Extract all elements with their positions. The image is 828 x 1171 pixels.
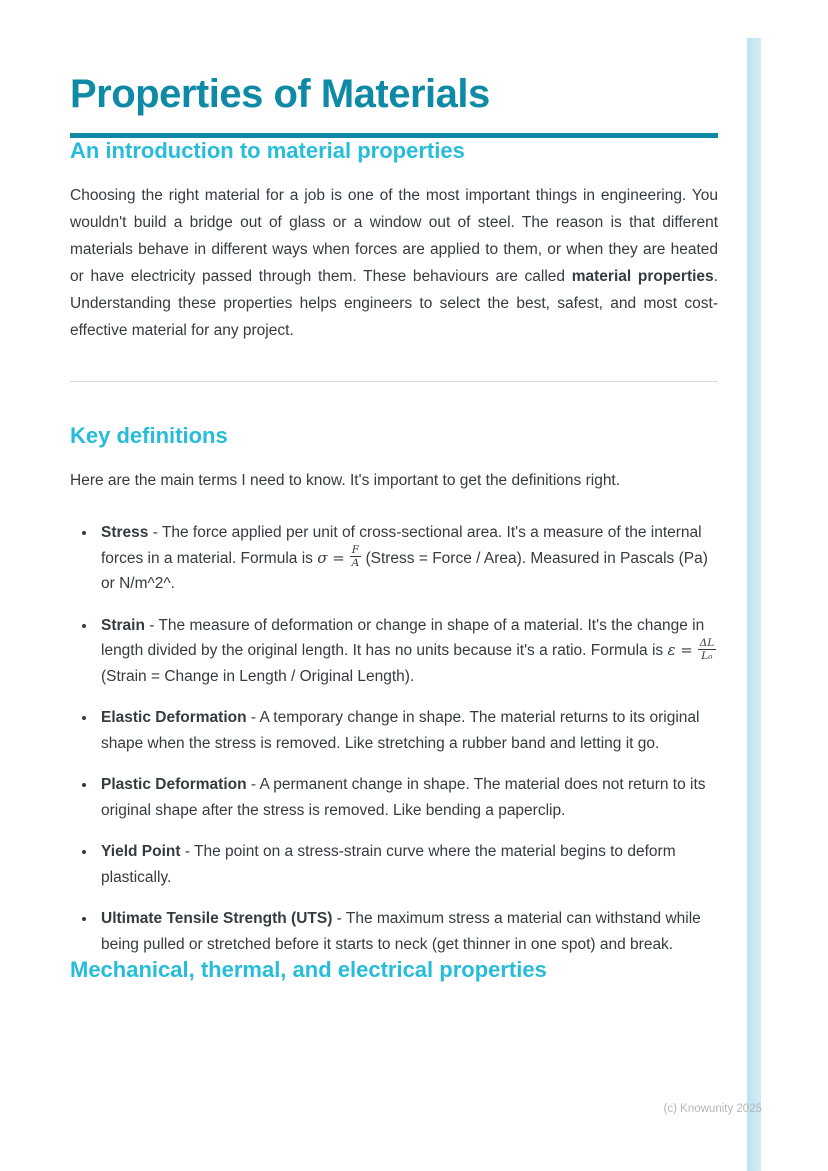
fraction-numerator: F	[350, 544, 362, 557]
page-title: Properties of Materials	[70, 72, 490, 116]
list-item-uts	[97, 906, 718, 957]
definition-term: Elastic Deformation	[101, 709, 247, 727]
strain-formula	[667, 636, 716, 662]
fraction-denominator: L₀	[701, 649, 713, 662]
section-heading-mechanical-thermal-electrical: Mechanical, thermal, and electrical properties	[70, 957, 547, 983]
list-item-plastic-deformation	[97, 772, 718, 823]
fraction-denominator: A	[351, 557, 360, 569]
list-item-stress	[97, 520, 718, 597]
definition-text: - A permanent change in shape. The material does not return to its original shape after the stress is removed. Like bending a paperclip.	[101, 776, 706, 819]
section-heading-introduction: An introduction to material properties	[70, 138, 465, 163]
key-definitions-intro: Here are the main terms I need to know. It's important to get the definitions right.	[70, 472, 621, 489]
definition-text: - The maximum stress a material can withstand while being pulled or stretched before it starts to neck (get thinner in one spot) and break.	[101, 910, 701, 953]
definition-text: - The point on a stress-strain curve where the material begins to deform plastically.	[101, 843, 676, 886]
intro-text-end: . Understanding these properties helps engineers to select the best, safest, and most cost-effective material for any project.	[70, 268, 718, 339]
stress-formula	[317, 543, 361, 569]
definition-term: Plastic Deformation	[101, 776, 247, 794]
list-item-yield-point	[97, 839, 718, 890]
page-accent-strip	[747, 38, 761, 1171]
watermark: (c) Knowunity 2025	[663, 1103, 762, 1115]
intro-text-start: Choosing the right material for a job is one of the most important things in engineering. You wouldn't build a bridge out of glass or a window out of steel. The reason is that different materials behave in different ways when forces are applied to them, or when they are heated or have electricity passed through them. These behaviours are called	[70, 187, 718, 285]
definition-term: Ultimate Tensile Strength (UTS)	[101, 910, 333, 928]
definition-text-after: (Stress = Force / Area). Measured in Pascals (Pa) or N/m^2^.	[101, 549, 708, 593]
section-heading-key-definitions: Key definitions	[70, 423, 228, 448]
definition-text: - The measure of deformation or change in shape of a material. It's the change in length divided by the original length. It has no units because it's a ratio. Formula is	[101, 616, 705, 660]
definition-term: Strain	[101, 616, 145, 634]
definition-term: Yield Point	[101, 843, 181, 861]
document-content	[70, 0, 718, 983]
list-item-strain	[97, 613, 718, 690]
fraction	[698, 637, 717, 662]
definition-text: - The force applied per unit of cross-sectional area. It's a measure of the internal forces in a material. Formula is	[101, 524, 702, 567]
definitions-list	[70, 520, 718, 957]
formula-lhs: σ =	[317, 548, 350, 567]
intro-bold-phrase: material properties	[571, 268, 714, 285]
section-divider	[70, 381, 718, 382]
definition-term: Stress	[101, 524, 149, 541]
formula-lhs: ε =	[667, 641, 698, 660]
definition-text-after: (Strain = Change in Length / Original Length).	[101, 667, 415, 685]
introduction-paragraph	[70, 182, 718, 344]
list-item-elastic-deformation	[97, 705, 718, 756]
fraction-numerator: ΔL	[699, 636, 715, 649]
definition-text: - A temporary change in shape. The material returns to its original shape when the stress is removed. Like stretching a rubber band and letting it go.	[101, 709, 700, 752]
fraction	[350, 544, 362, 569]
